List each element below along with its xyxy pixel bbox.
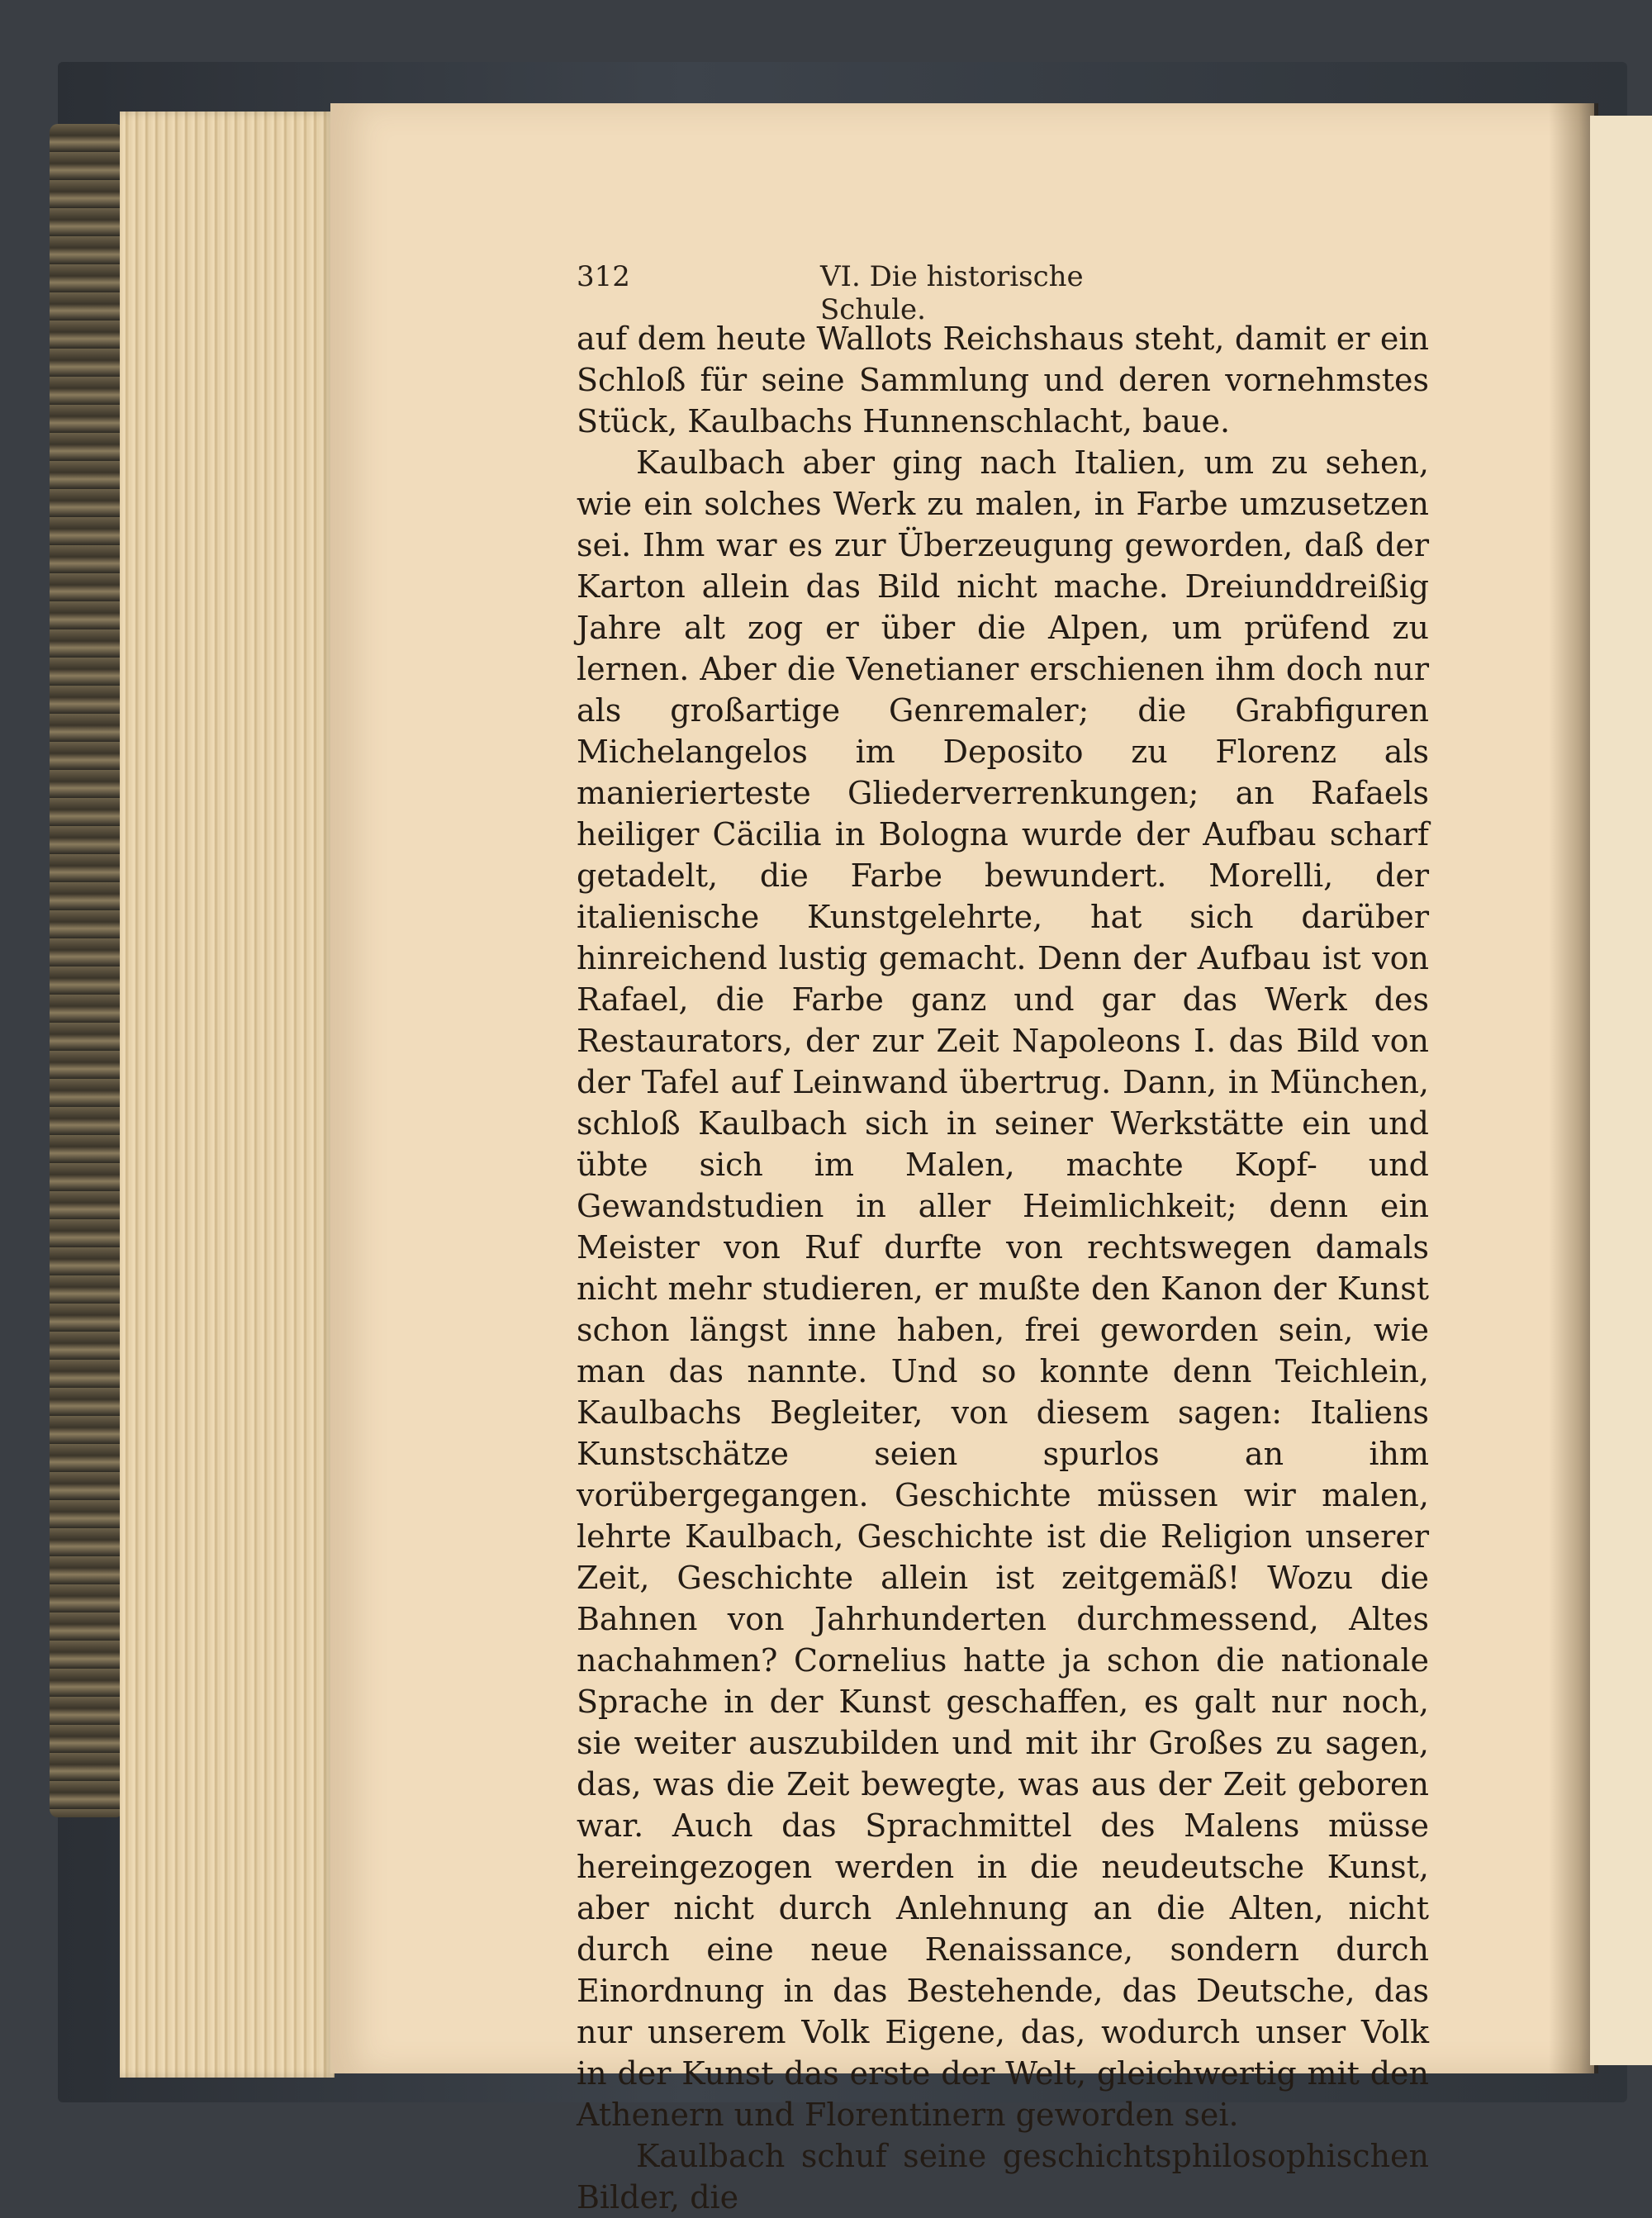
body-text [577, 318, 1429, 2218]
page-header [577, 260, 1155, 326]
cover-ornament [50, 124, 124, 1817]
facing-page-edge [1590, 116, 1652, 2065]
page-edges [120, 112, 335, 2078]
page-number: 312 [577, 260, 630, 293]
paragraph-continuation: auf dem heute Wallots Reichshaus steht, damit er ein Schloß für seine Sammlung und deren vornehmstes Stück, Kaulbachs Hunnenschlacht, baue. [577, 321, 1429, 439]
running-title: VI. Die historische Schule. [820, 260, 1084, 326]
paragraph: Kaulbach aber ging nach Italien, um zu sehen, wie ein solches Werk zu malen, in Farbe umzusetzen sei. Ihm war es zur Überzeugung geworden, daß der Karton allein das Bild nicht mache. Dreiunddreißig Jahre alt zog er über die Alpen, um prüfend zu lernen. Aber die Venetianer erschienen ihm doch nur als großartige Genremaler; die Grabfiguren Michelangelos im Deposito zu Florenz als manierierteste Gliederverrenkungen; an Rafaels heiliger Cäcilia in Bologna wurde der Aufbau scharf getadelt, die Farbe bewundert. Morelli, der italienische Kunstgelehrte, hat sich darüber hinreichend lustig gemacht. Denn der Aufbau ist von Rafael, die Farbe ganz und gar das Werk des Restaurators, der zur Zeit Napoleons I. das Bild von der Tafel auf Leinwand übertrug. Dann, in München, schloß Kaulbach sich in seiner Werkstätte ein und übte sich im Malen, machte Kopf- und Gewandstudien in aller Heimlichkeit; denn ein Meister von Ruf durfte von rechtswegen damals nicht mehr studieren, er mußte den Kanon der Kunst schon längst inne haben, frei geworden sein, wie man das nannte. Und so konnte denn Teichlein, Kaulbachs Begleiter, von diesem sagen: Italiens Kunstschätze seien spurlos an ihm vorübergegangen. Geschichte müssen wir malen, lehrte Kaulbach, Geschichte ist die Religion unserer Zeit, Geschichte allein ist zeitgemäß! Wozu die Bahnen von Jahrhunderten durchmessend, Altes nachahmen? Cornelius hatte ja schon die nationale Sprache in der Kunst geschaffen, es galt nur noch, sie weiter auszubilden und mit ihr Großes zu sagen, das, was die Zeit bewegte, was aus der Zeit geboren war. Auch das Sprachmittel des Malens müsse hereingezogen werden in die neudeutsche Kunst, aber nicht durch Anlehnung an die Alten, nicht durch eine neue Renaissance, sondern durch Einordnung in das Bestehende, das Deutsche, das nur unserem Volk Eigene, das, wodurch unser Volk in der Kunst das erste der Welt, gleichwertig mit den Athenern und Florentinern geworden sei. [577, 444, 1429, 2133]
paragraph: Kaulbach schuf seine geschichtsphilosophischen Bilder, die [577, 2138, 1429, 2216]
